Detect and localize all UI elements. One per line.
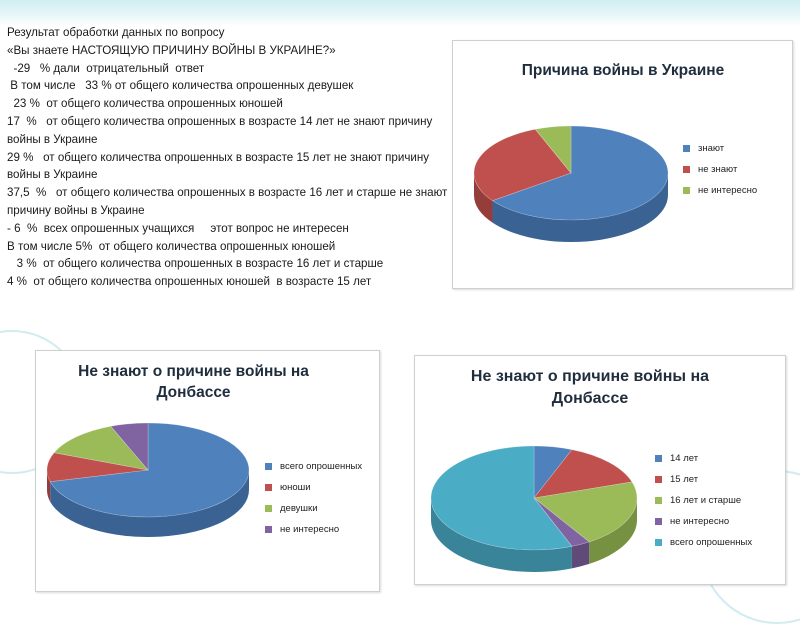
legend-label: не знают (698, 164, 738, 175)
legend-label: всего опрошенных (670, 537, 753, 548)
legend-swatch (655, 539, 662, 546)
chart-title: Не знают о причине войны на Донбассе (78, 363, 309, 401)
legend-item (655, 532, 752, 553)
legend-swatch (265, 526, 272, 533)
legend-item (655, 448, 752, 469)
legend-swatch (683, 166, 690, 173)
legend-swatch (683, 145, 690, 152)
legend-swatch (655, 518, 662, 525)
chart-panel-reason (452, 40, 793, 289)
legend-label: девушки (280, 503, 318, 514)
legend-item (683, 138, 757, 159)
legend-label: 16 лет и старше (670, 495, 742, 506)
text-line: 23 % от общего количества опрошенных юношей (7, 97, 283, 111)
chart-title: Причина войны в Украине (521, 62, 725, 79)
legend-label: не интересно (670, 516, 730, 527)
legend-item (683, 180, 757, 201)
legend-label: 14 лет (670, 453, 699, 464)
text-line: 17 % от общего количества опрошенных в возрасте 14 лет не знают причину войны в Украине (7, 114, 436, 146)
legend-swatch (265, 463, 272, 470)
text-line: В том числе 5% от общего количества опрошенных юношей (7, 239, 336, 253)
legend-item (265, 519, 362, 540)
results-text (7, 24, 455, 291)
legend-label: юноши (280, 482, 311, 493)
legend-item (265, 456, 362, 477)
legend-item (655, 490, 752, 511)
legend-swatch (683, 187, 690, 194)
legend-swatch (265, 505, 272, 512)
text-line: 4 % от общего количества опрошенных юношей в возрасте 15 лет (7, 275, 372, 289)
chart-legend (683, 138, 757, 201)
legend-label: не интересно (698, 185, 758, 196)
text-line: - 6 % всех опрошенных учащихся этот вопрос не интересен (7, 221, 349, 235)
chart-panel-donbass-ages (414, 355, 786, 585)
legend-label: знают (698, 143, 725, 154)
legend-item (655, 511, 752, 532)
legend-swatch (655, 455, 662, 462)
legend-item (265, 498, 362, 519)
chart-legend (265, 456, 362, 540)
text-line: Результат обработки данных по вопросу (7, 26, 225, 39)
legend-label: не интересно (280, 524, 340, 535)
chart-title: Не знают о причине войны на Донбассе (470, 368, 710, 407)
legend-item (265, 477, 362, 498)
text-line: «Вы знаете НАСТОЯЩУЮ ПРИЧИНУ ВОЙНЫ В УКРАИНЕ?» (7, 43, 336, 57)
legend-swatch (265, 484, 272, 491)
text-line: -29 % дали отрицательный ответ (7, 61, 205, 75)
text-line: В том числе 33 % от общего количества опрошенных девушек (7, 79, 354, 93)
header-decoration (0, 0, 800, 26)
legend-label: всего опрошенных (280, 461, 363, 472)
legend-label: 15 лет (670, 474, 699, 485)
legend-swatch (655, 476, 662, 483)
text-line: 37,5 % от общего количества опрошенных в возрасте 16 лет и старше не знают причину войны в Украине (7, 186, 451, 217)
legend-swatch (655, 497, 662, 504)
text-line: 29 % от общего количества опрошенных в возрасте 15 лет не знают причину войны в Украине (7, 150, 433, 182)
text-line: 3 % от общего количества опрошенных в возрасте 16 лет и старше (7, 257, 384, 271)
chart-legend (655, 448, 752, 553)
legend-item (683, 159, 757, 180)
chart-panel-donbass-groups (35, 350, 380, 592)
legend-item (655, 469, 752, 490)
